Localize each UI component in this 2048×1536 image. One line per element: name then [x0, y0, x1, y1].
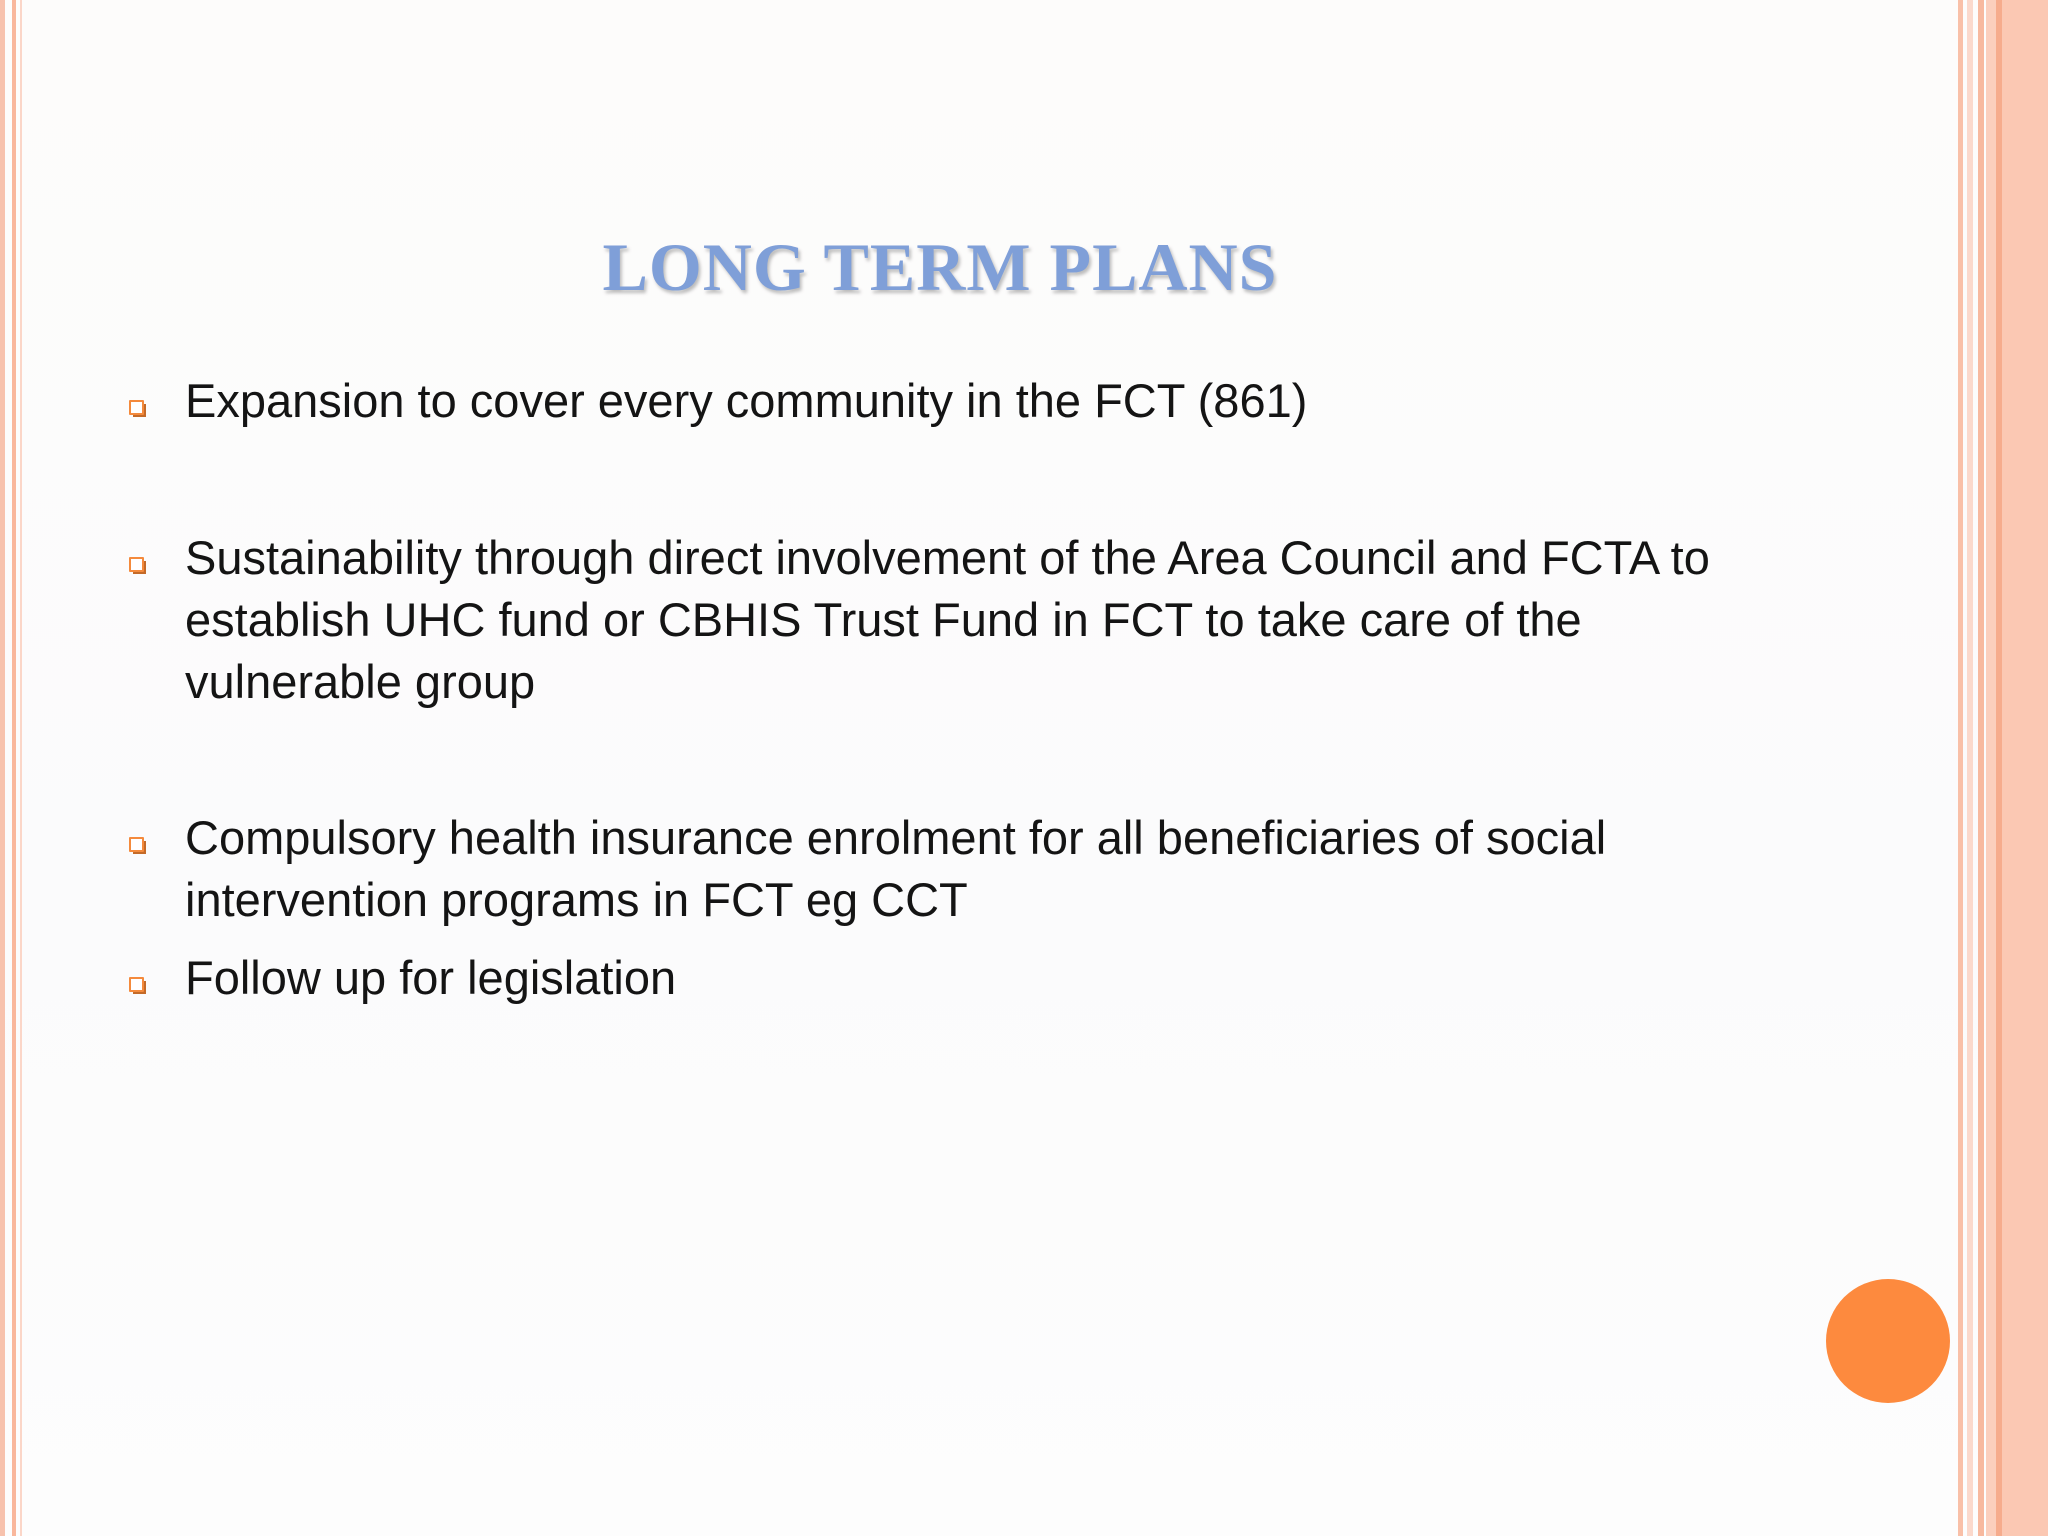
right-border-stripe: [2002, 0, 2048, 1536]
bullet-text: Sustainability through direct involvement of the Area Council and FCTA to establish UHC fund or CBHIS Trust Fund in FCT to take care of the vulnerable group: [185, 531, 1710, 708]
right-border-stripe: [1967, 0, 1973, 1536]
hollow-square-bullet-icon: [129, 557, 144, 572]
hollow-square-bullet-icon: [129, 977, 144, 992]
list-item: [120, 947, 1820, 1009]
right-border-stripe: [1986, 0, 1996, 1536]
hollow-square-bullet-icon: [129, 837, 144, 852]
orange-circle-decoration: [1826, 1279, 1950, 1403]
bullet-text: Follow up for legislation: [185, 951, 677, 1004]
slide-title: LONG TERM PLANS: [602, 229, 1278, 305]
right-border-stripe: [1978, 0, 1984, 1536]
bullet-text: Compulsory health insurance enrolment for all beneficiaries of social intervention programs in FCT eg CCT: [185, 811, 1607, 926]
list-item: [120, 370, 1820, 432]
right-border-stripe: [1958, 0, 1963, 1536]
hollow-square-bullet-icon: [129, 400, 144, 415]
list-item: [120, 807, 1820, 931]
list-item: [120, 527, 1820, 713]
bullet-text: Expansion to cover every community in the FCT (861): [185, 374, 1308, 427]
